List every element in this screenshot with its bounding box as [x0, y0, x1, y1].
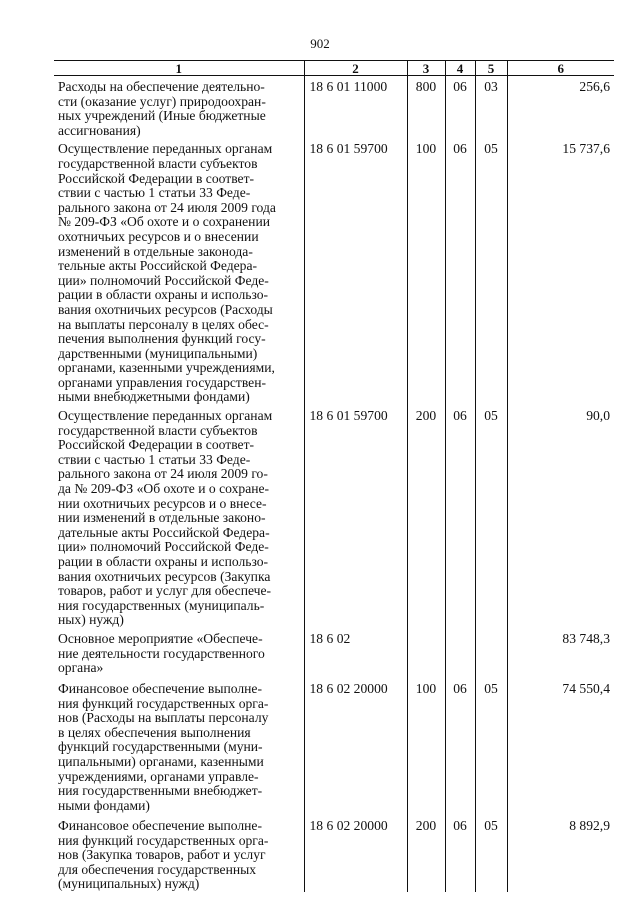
row-col5: 05: [475, 815, 507, 892]
page-number: 902: [310, 36, 330, 51]
table-row: [54, 405, 614, 628]
row-col4: [445, 628, 475, 678]
row-description: Основное мероприятие «Обеспече- ние деятельности государственного органа»: [58, 630, 265, 676]
row-col5: 05: [475, 405, 507, 628]
row-code: 18 6 02 20000: [304, 815, 407, 892]
row-amount: 83 748,3: [507, 628, 614, 678]
table-header: [54, 61, 614, 76]
table-row: [54, 815, 614, 892]
header-col-5: 5: [475, 61, 507, 76]
header-col-4: 4: [445, 61, 475, 76]
row-col3: 200: [407, 815, 445, 892]
row-col5: [475, 628, 507, 678]
row-col5: 05: [475, 678, 507, 815]
row-description: Расходы на обеспечение деятельно- сти (оказание услуг) природоохран- ных учреждений (Иные бюджетные ассигнования): [58, 79, 266, 138]
header-col-1: 1: [54, 61, 304, 76]
row-col4: 06: [445, 815, 475, 892]
row-col4: 06: [445, 405, 475, 628]
row-description: Финансовое обеспечение выполне- ния функций государственных орга- нов (Расходы на выплаты персоналу в целях обеспечения выполнения функций государственными (муни- ципальными) органами, казенными учреждениями, органами управле- ния государственными внебюджет- ными фондами): [58, 680, 269, 813]
row-col3: 200: [407, 405, 445, 628]
row-code: 18 6 01 11000: [304, 76, 407, 139]
table-body: [54, 76, 614, 892]
header-row: [54, 61, 614, 76]
row-col4: 06: [445, 678, 475, 815]
row-code: 18 6 01 59700: [304, 138, 407, 405]
row-code: 18 6 01 59700: [304, 405, 407, 628]
row-col5: 05: [475, 138, 507, 405]
row-amount: 15 737,6: [507, 138, 614, 405]
header-col-6: 6: [507, 61, 614, 76]
row-col5: 03: [475, 76, 507, 139]
row-col3: [407, 628, 445, 678]
row-amount: 8 892,9: [507, 815, 614, 892]
row-col3: 800: [407, 76, 445, 139]
table-row: [54, 678, 614, 815]
row-amount: 90,0: [507, 405, 614, 628]
row-amount: 256,6: [507, 76, 614, 139]
row-description: Финансовое обеспечение выполне- ния функций государственных орга- нов (Закупка товаров, работ и услуг для обеспечения государственных (муниципальных) нужд): [58, 817, 269, 892]
table-row: [54, 138, 614, 405]
table-row: [54, 76, 614, 139]
row-code: 18 6 02: [304, 628, 407, 678]
row-description: Осуществление переданных органам государственной власти субъектов Российской Федерации в соответ- ствии с частью 1 статьи 33 Феде- рального закона от 24 июля 2009 го- да № 209-ФЗ «Об охоте и о сохране- нии охотничьих ресурсов и о внесе- нии изменений в отдельные законо- дательные акты Российской Федера- ции» полномочий Российской Феде- рации в области охраны и использо- вания охотничьих ресурсов (Закупка товаров, работ и услуг для обеспече- ния государственных (муниципаль- ных) нужд): [58, 408, 273, 628]
row-amount: 74 550,4: [507, 678, 614, 815]
header-col-2: 2: [304, 61, 407, 76]
row-col4: 06: [445, 76, 475, 139]
row-description: Осуществление переданных органам государственной власти субъектов Российской Федерации в соответ- ствии с частью 1 статьи 33 Феде- рального закона от 24 июля 2009 года № 209-ФЗ «Об охоте и о сохранении охотничьих ресурсов и о внесении изменений в отдельные законода- тельные акты Российской Федера- ции» полномочий Российской Феде- рации в области охраны и использо- вания охотничьих ресурсов (Расходы на выплаты персоналу в целях обес- печения выполнения функций госу- дарственными (муниципальными) органами, казенными учреждениями, органами управления государствен- ными внебюджетными фондами): [58, 141, 276, 405]
header-col-3: 3: [407, 61, 445, 76]
budget-table: [54, 60, 614, 892]
row-code: 18 6 02 20000: [304, 678, 407, 815]
table-row: [54, 628, 614, 678]
row-col3: 100: [407, 678, 445, 815]
row-col4: 06: [445, 138, 475, 405]
row-col3: 100: [407, 138, 445, 405]
